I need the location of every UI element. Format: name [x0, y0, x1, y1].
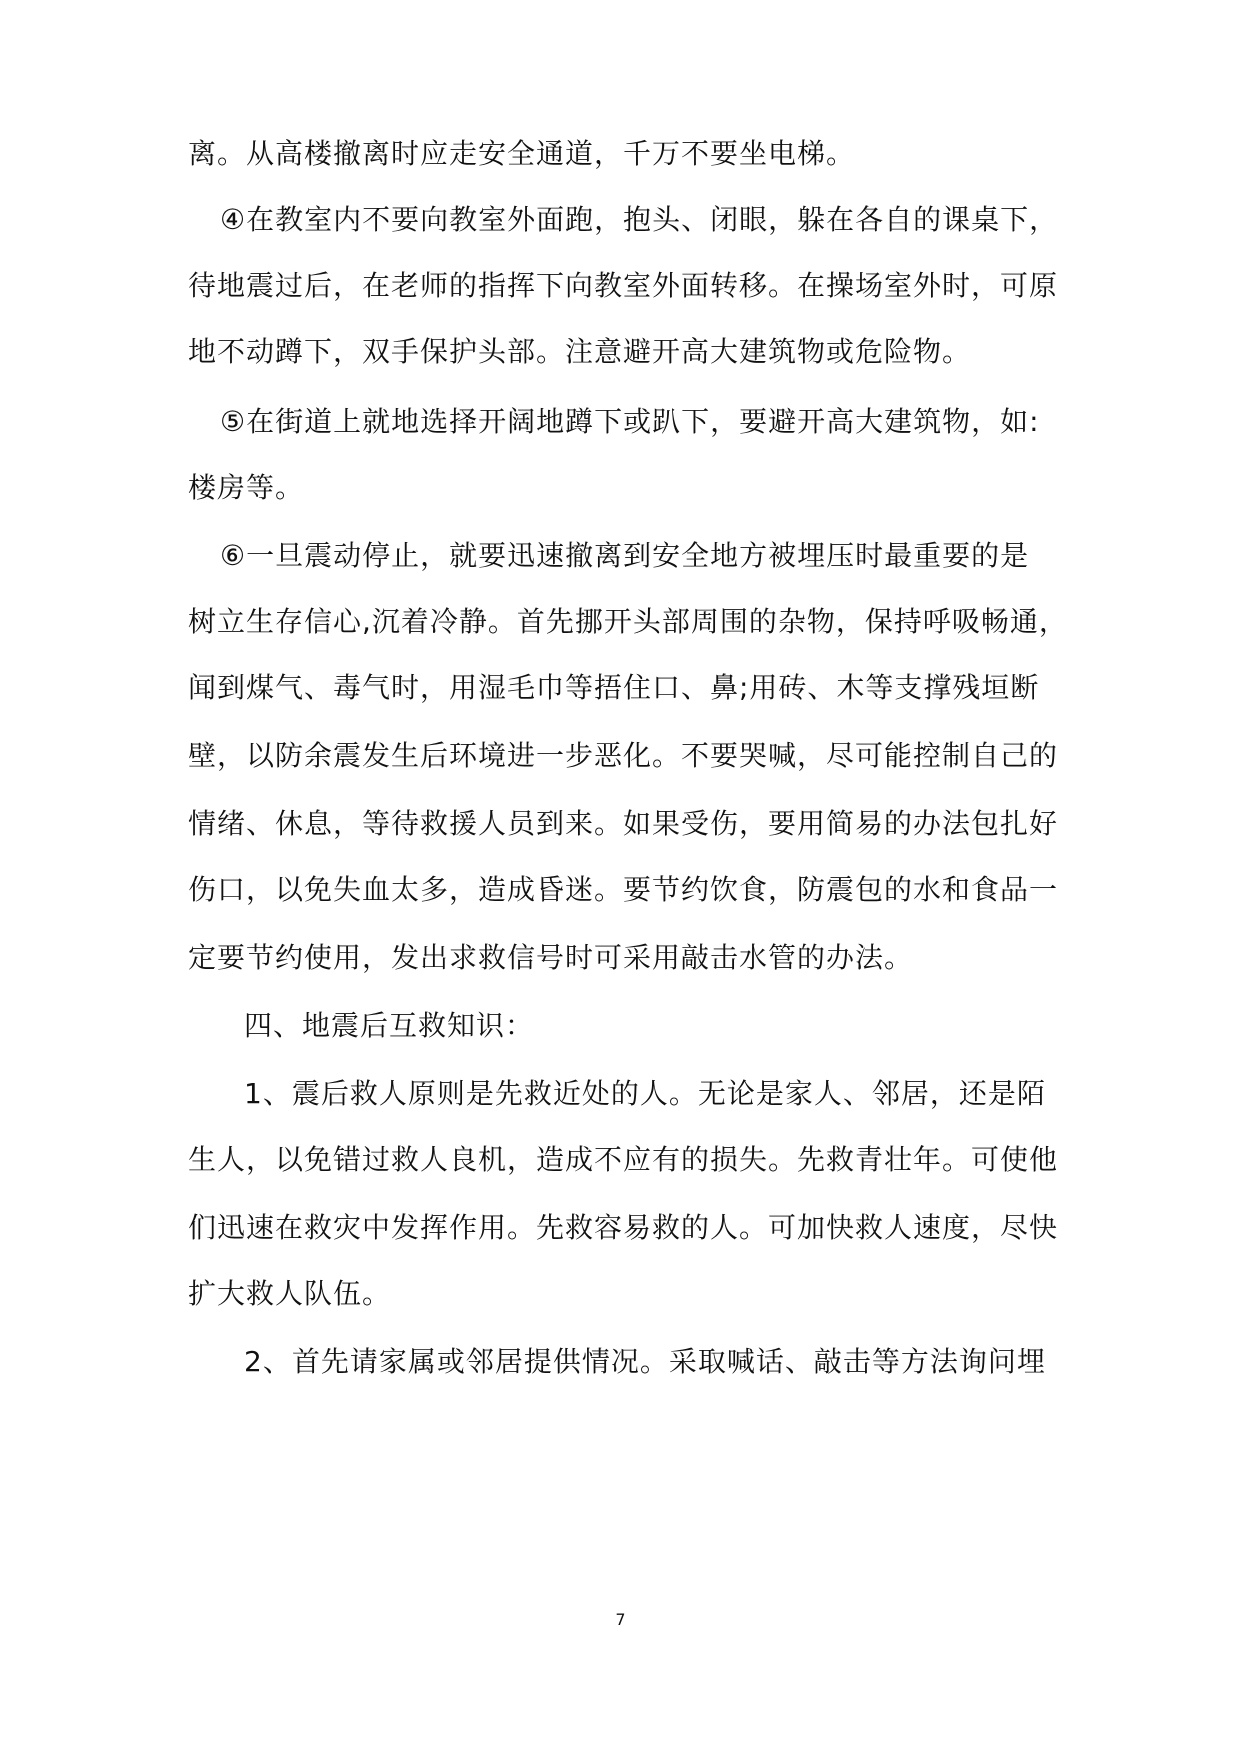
- text-line: 们迅速在救灾中发挥作用。先救容易救的人。可加快救人速度，尽快: [188, 1211, 1059, 1244]
- text-line: ④在教室内不要向教室外面跑，抱头、闭眼，躲在各自的课桌下，: [220, 203, 1059, 236]
- section-heading: 四、地震后互救知识：: [244, 1009, 535, 1042]
- text-line: 离。从高楼撤离时应走安全通道，千万不要坐电梯。: [188, 137, 856, 170]
- text-line: 1、震后救人原则是先救近处的人。无论是家人、邻居，还是陌: [244, 1077, 1046, 1110]
- text-line: 闻到煤气、毒气时，用湿毛巾等捂住口、鼻;用砖、木等支撑残垣断: [188, 671, 1040, 704]
- text-line: 树立生存信心,沉着冷静。首先挪开头部周围的杂物，保持呼吸畅通，: [188, 605, 1068, 638]
- text-line: 生人，以免错过救人良机，造成不应有的损失。先救青壮年。可使他: [188, 1143, 1059, 1176]
- text-line: ⑥一旦震动停止，就要迅速撤离到安全地方被埋压时最重要的是: [220, 539, 1030, 572]
- text-line: 伤口，以免失血太多，造成昏迷。要节约饮食，防震包的水和食品一: [188, 873, 1059, 906]
- page-number: 7: [615, 1610, 626, 1629]
- text-line: 定要节约使用，发出求救信号时可采用敲击水管的办法。: [188, 941, 914, 974]
- text-line: ⑤在街道上就地选择开阔地蹲下或趴下，要避开高大建筑物，如:: [220, 405, 1040, 438]
- text-line: 壁，以防余震发生后环境进一步恶化。不要哭喊，尽可能控制自己的: [188, 739, 1059, 772]
- text-line: 地不动蹲下，双手保护头部。注意避开高大建筑物或危险物。: [188, 335, 972, 368]
- text-line: 扩大救人队伍。: [188, 1277, 392, 1310]
- text-line: 情绪、休息，等待救援人员到来。如果受伤，要用简易的办法包扎好: [188, 807, 1059, 840]
- text-line: 待地震过后，在老师的指挥下向教室外面转移。在操场室外时，可原: [188, 269, 1059, 302]
- text-line: 楼房等。: [188, 471, 305, 504]
- text-line: 2、首先请家属或邻居提供情况。采取喊话、敲击等方法询问埋: [244, 1345, 1046, 1378]
